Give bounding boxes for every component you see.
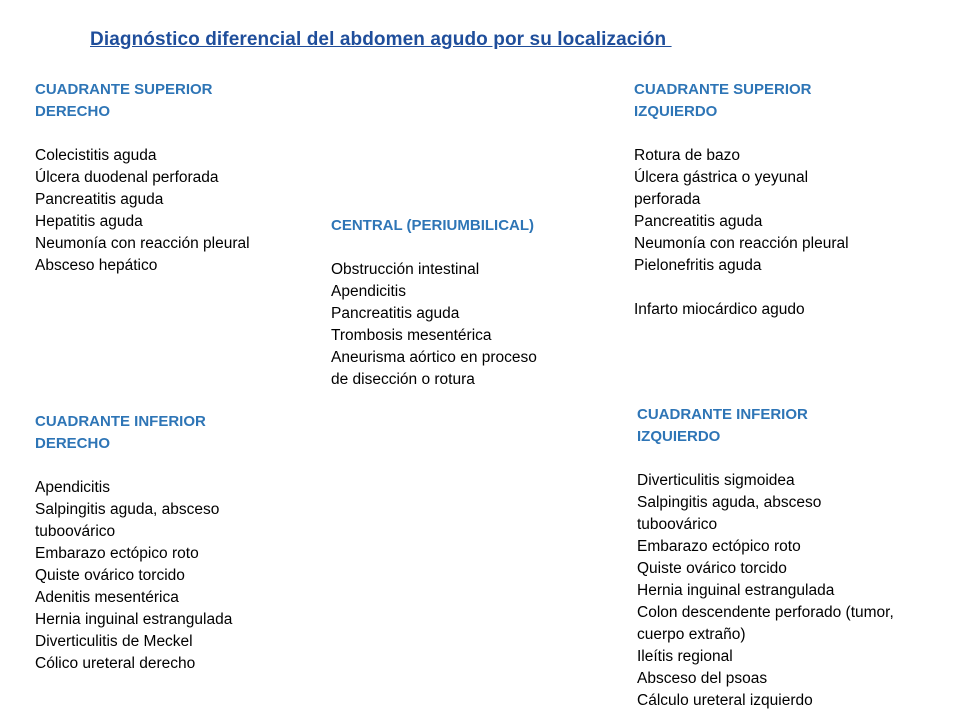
list-item: Salpingitis aguda, absceso bbox=[637, 494, 822, 511]
list-item: Infarto miocárdico agudo bbox=[634, 301, 805, 318]
list-item: Úlcera gástrica o yeyunal bbox=[634, 169, 809, 186]
list-item: Colecistitis aguda bbox=[35, 147, 157, 164]
list-item: Úlcera duodenal perforada bbox=[35, 169, 219, 186]
list-item: de disección o rotura bbox=[331, 371, 475, 388]
list-item: Embarazo ectópico roto bbox=[35, 545, 199, 562]
list-item: Apendicitis bbox=[35, 479, 110, 496]
list-item: cuerpo extraño) bbox=[637, 626, 746, 643]
list-item: Cólico ureteral derecho bbox=[35, 655, 196, 672]
list-item: Pielonefritis aguda bbox=[634, 257, 762, 274]
list-item: Obstrucción intestinal bbox=[331, 261, 480, 278]
list-item: Pancreatitis aguda bbox=[35, 191, 164, 208]
section-superior-izquierdo bbox=[634, 79, 894, 321]
section-heading: DERECHO bbox=[35, 103, 111, 120]
list-item: Hernia inguinal estrangulada bbox=[35, 611, 233, 628]
section-heading: IZQUIERDO bbox=[634, 103, 718, 120]
list-item: Hepatitis aguda bbox=[35, 213, 143, 230]
section-inferior-derecho bbox=[35, 411, 315, 675]
section-heading: CENTRAL (PERIUMBILICAL) bbox=[331, 217, 535, 234]
list-item: Quiste ovárico torcido bbox=[637, 560, 787, 577]
list-item: Pancreatitis aguda bbox=[634, 213, 763, 230]
list-item: tuboovárico bbox=[35, 523, 116, 540]
list-item: Trombosis mesentérica bbox=[331, 327, 492, 344]
list-item: Diverticulitis sigmoidea bbox=[637, 472, 795, 489]
list-item: Pancreatitis aguda bbox=[331, 305, 460, 322]
page-title: Diagnóstico diferencial del abdomen agudo por su localización bbox=[90, 29, 672, 50]
section-heading: IZQUIERDO bbox=[637, 428, 721, 445]
list-item: Absceso hepático bbox=[35, 257, 158, 274]
list-item: Diverticulitis de Meckel bbox=[35, 633, 193, 650]
section-central bbox=[331, 215, 611, 391]
list-item: Cálculo ureteral izquierdo bbox=[637, 692, 813, 709]
list-item: tuboovárico bbox=[637, 516, 718, 533]
list-item: Neumonía con reacción pleural bbox=[634, 235, 849, 252]
list-item: Colon descendente perforado (tumor, bbox=[637, 604, 894, 621]
list-item: Aneurisma aórtico en proceso bbox=[331, 349, 537, 366]
list-item: Ileítis regional bbox=[637, 648, 733, 665]
section-heading: CUADRANTE INFERIOR bbox=[35, 413, 206, 430]
list-item: Apendicitis bbox=[331, 283, 406, 300]
section-heading: CUADRANTE INFERIOR bbox=[637, 406, 808, 423]
section-superior-derecho bbox=[35, 79, 315, 277]
section-inferior-izquierdo bbox=[637, 404, 957, 712]
list-item: Hernia inguinal estrangulada bbox=[637, 582, 835, 599]
list-item: Adenitis mesentérica bbox=[35, 589, 179, 606]
list-item: Salpingitis aguda, absceso bbox=[35, 501, 220, 518]
list-item: Embarazo ectópico roto bbox=[637, 538, 801, 555]
section-heading: CUADRANTE SUPERIOR bbox=[634, 81, 812, 98]
section-heading: CUADRANTE SUPERIOR bbox=[35, 81, 213, 98]
list-item: Absceso del psoas bbox=[637, 670, 768, 687]
list-item: perforada bbox=[634, 191, 701, 208]
list-item: Quiste ovárico torcido bbox=[35, 567, 185, 584]
section-heading: DERECHO bbox=[35, 435, 111, 452]
list-item: Rotura de bazo bbox=[634, 147, 740, 164]
list-item: Neumonía con reacción pleural bbox=[35, 235, 250, 252]
